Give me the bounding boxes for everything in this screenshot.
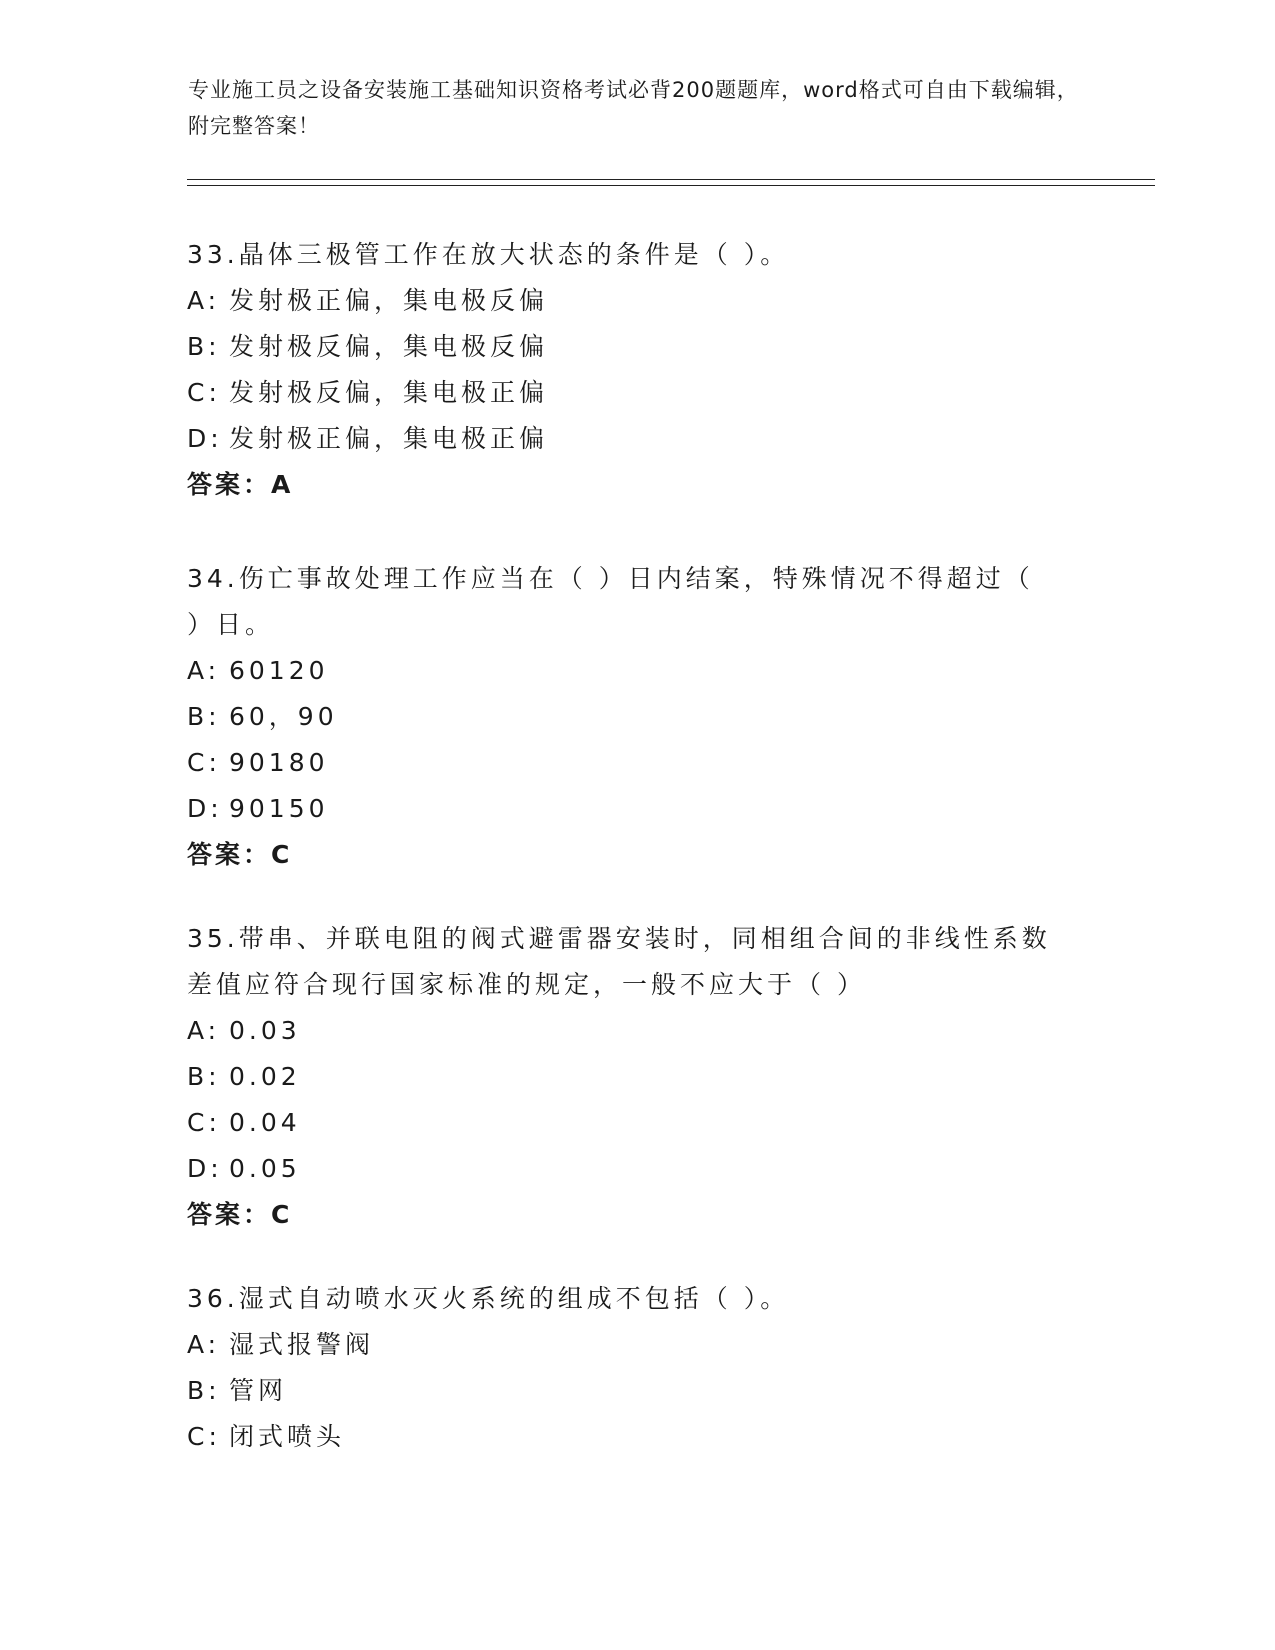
option-letter: B: [187,1062,221,1091]
option-a [187,1322,1107,1368]
option-letter: B: [187,702,221,731]
option-b [187,1368,1107,1414]
option-text: 湿式报警阀 [229,1330,375,1359]
option-c [187,370,1107,416]
option-letter: D: [187,794,223,823]
question-stem: 33.晶体三极管工作在放大状态的条件是（ ）。 [187,240,790,269]
document-header: 专业施工员之设备安装施工基础知识资格考试必背200题题库，word格式可自由下载编辑，附完整答案！ [188,78,1079,138]
option-letter: D: [187,424,223,453]
option-d [187,416,1107,462]
option-letter: A: [187,656,221,685]
option-text: 发射极反偏，集电极反偏 [229,332,549,361]
option-c [187,1100,1107,1146]
option-text: 0.04 [229,1108,301,1137]
option-letter: C: [187,378,221,407]
option-a [187,1008,1107,1054]
answer-line: 答案：C [187,840,293,869]
option-text: 发射极正偏，集电极正偏 [229,424,549,453]
option-letter: C: [187,748,221,777]
option-text: 0.03 [229,1016,301,1045]
option-c [187,740,1107,786]
option-text: 管网 [229,1376,288,1405]
option-text: 0.02 [229,1062,301,1091]
option-text: 90180 [229,748,329,777]
option-letter: B: [187,332,221,361]
option-letter: D: [187,1154,223,1183]
question-stem: 34.伤亡事故处理工作应当在（ ）日内结案，特殊情况不得超过（ ）日。 [187,564,1034,639]
option-text: 发射极反偏，集电极正偏 [229,378,549,407]
header-divider-top [187,179,1155,180]
header-divider-bottom [187,185,1155,186]
option-text: 闭式喷头 [229,1422,346,1451]
option-text: 60，90 [229,702,338,731]
option-b [187,694,1107,740]
option-b [187,324,1107,370]
option-d [187,786,1107,832]
option-text: 发射极正偏，集电极反偏 [229,286,549,315]
question-35 [187,916,1107,1238]
option-text: 0.05 [229,1154,301,1183]
option-a [187,278,1107,324]
option-letter: A: [187,286,221,315]
option-b [187,1054,1107,1100]
option-d [187,1146,1107,1192]
question-36 [187,1276,1107,1460]
option-letter: C: [187,1108,221,1137]
option-letter: C: [187,1422,221,1451]
option-a [187,648,1107,694]
option-c [187,1414,1107,1460]
question-stem: 35.带串、并联电阻的阀式避雷器安装时，同相组合间的非线性系数差值应符合现行国家标准的规定，一般不应大于（ ） [187,924,1051,999]
answer-line: 答案：A [187,470,294,499]
option-letter: A: [187,1330,221,1359]
option-letter: B: [187,1376,221,1405]
answer-line: 答案：C [187,1200,293,1229]
question-stem: 36.湿式自动喷水灭火系统的组成不包括（ ）。 [187,1284,790,1313]
option-text: 60120 [229,656,329,685]
question-34 [187,556,1107,878]
option-letter: A: [187,1016,221,1045]
question-33 [187,232,1107,508]
option-text: 90150 [229,794,329,823]
